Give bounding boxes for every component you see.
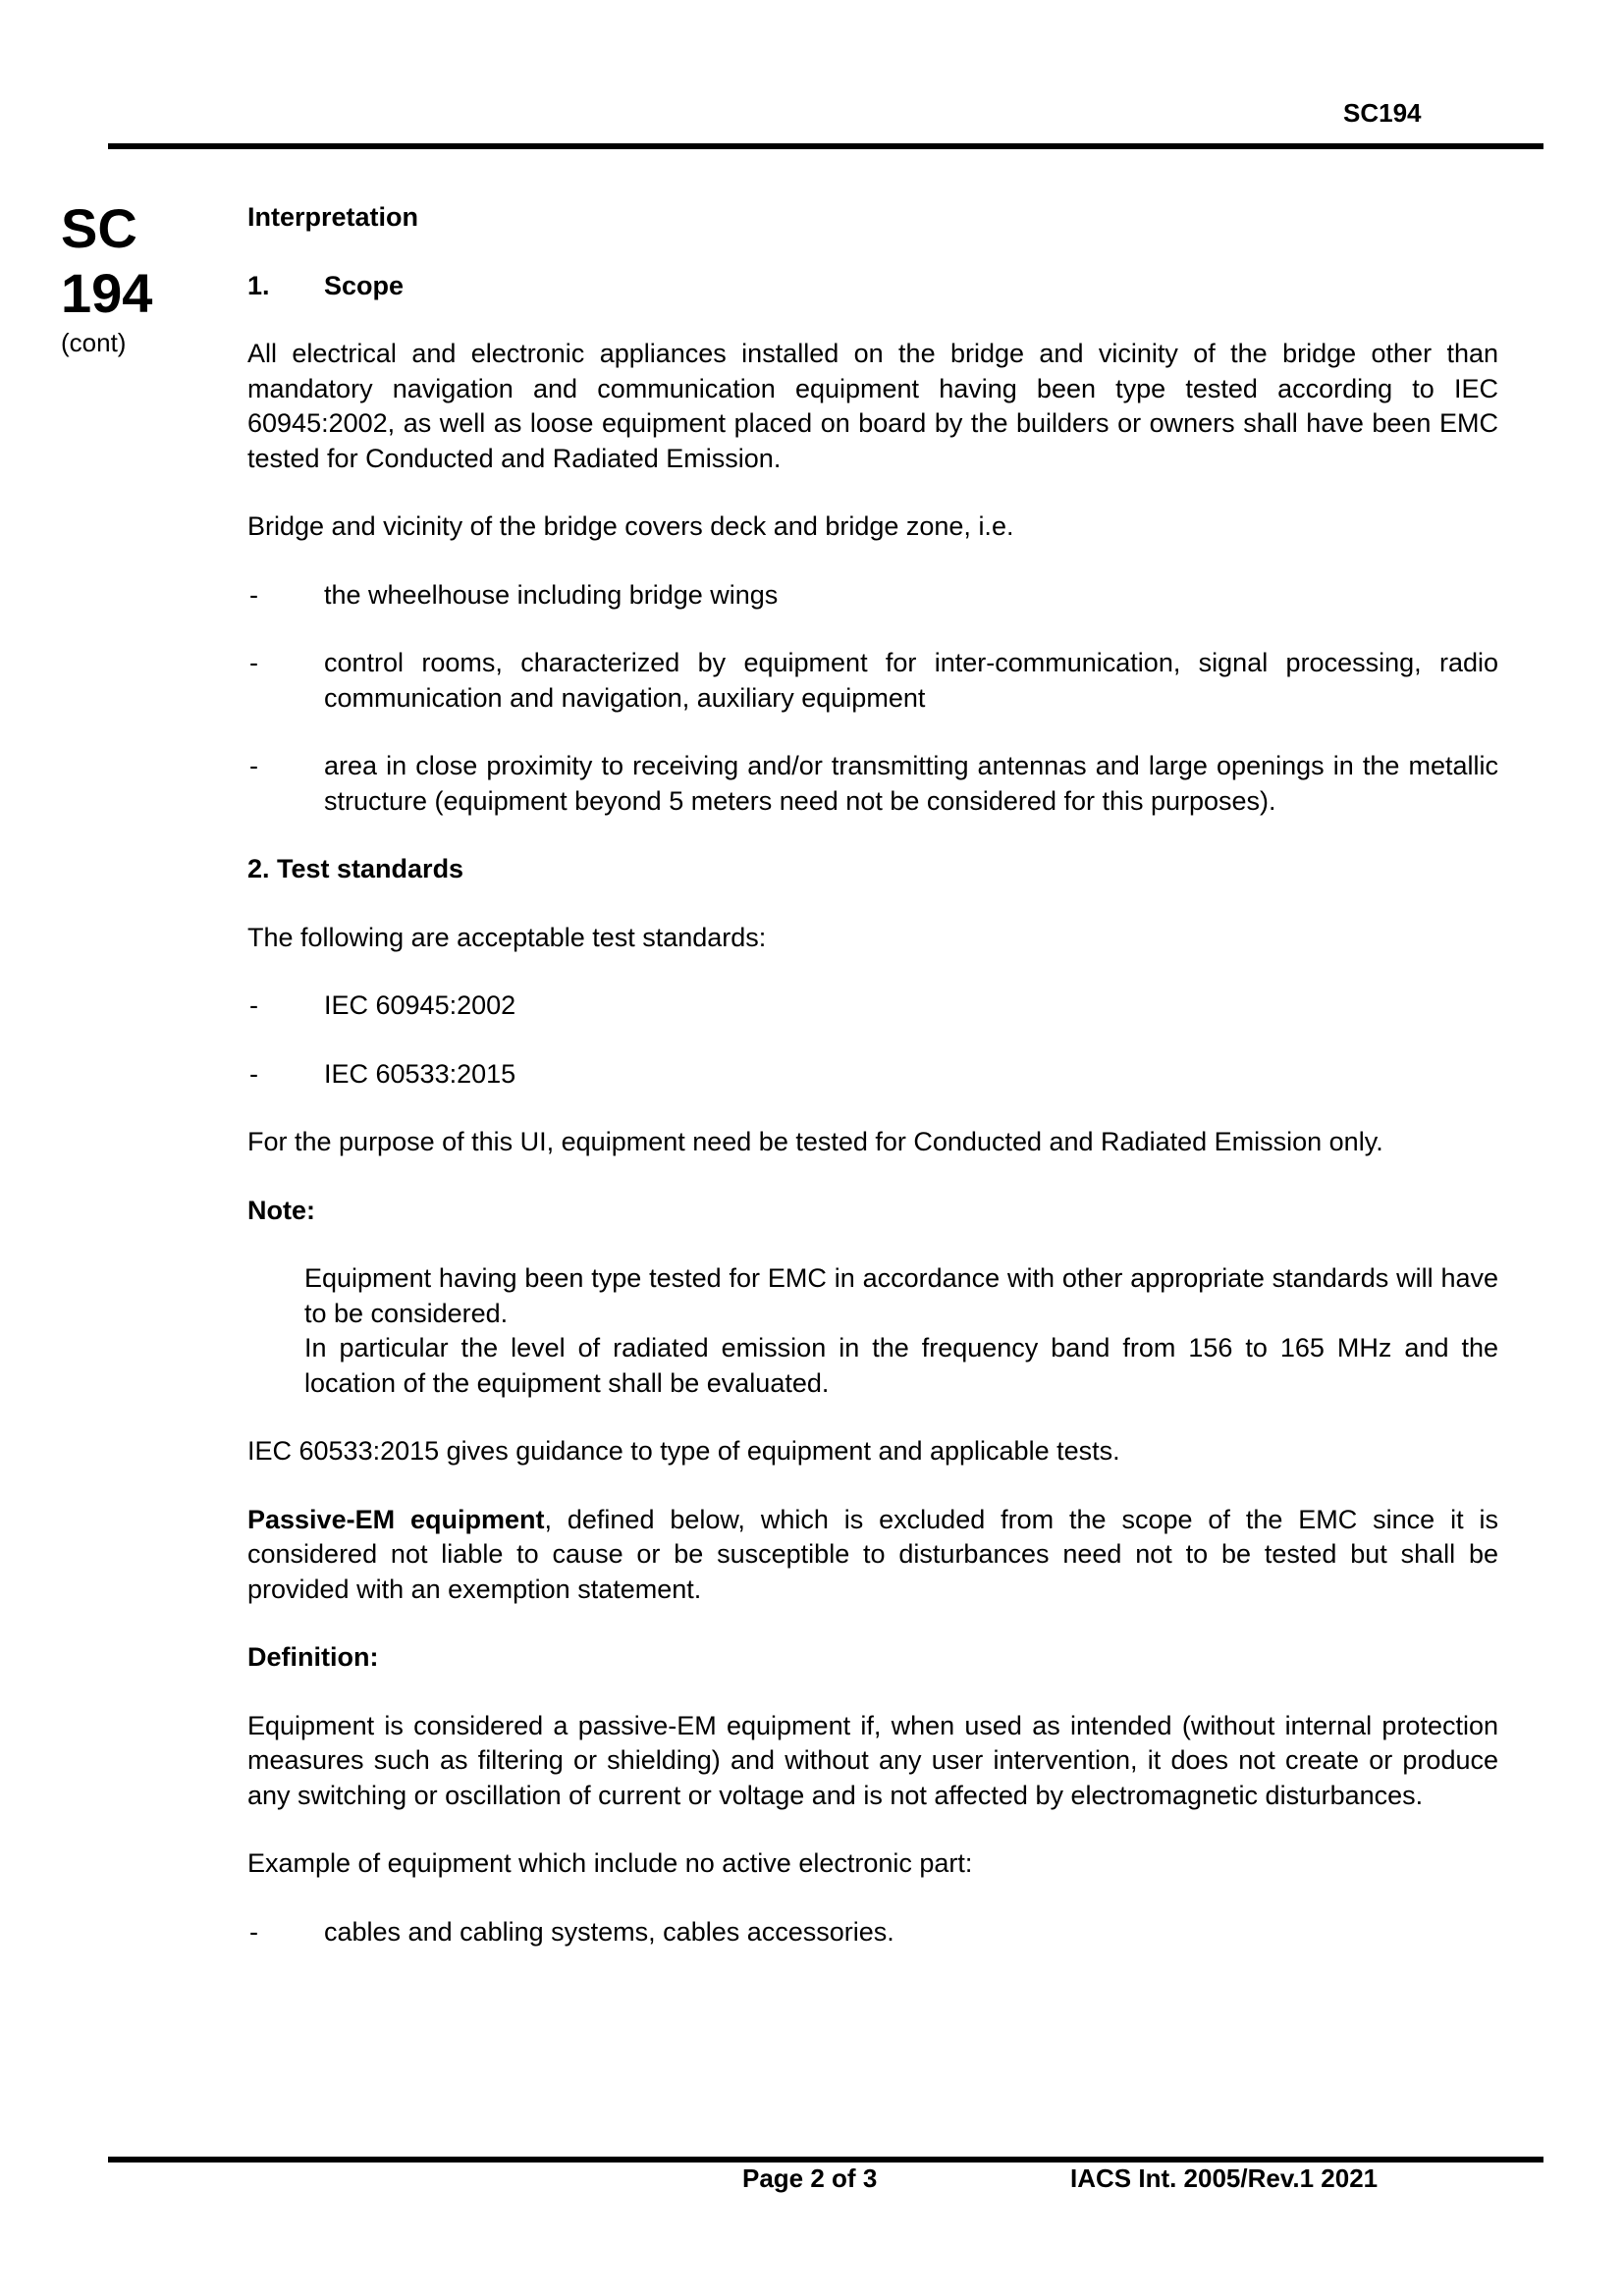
- standards-intro: The following are acceptable test standards:: [247, 922, 767, 952]
- list-item-text: cables and cabling systems, cables accessories.: [324, 1916, 894, 1947]
- header-code: SC194: [1343, 98, 1422, 128]
- dash-marker: -: [249, 990, 258, 1020]
- side-code-cont: (cont): [61, 328, 127, 357]
- list-item: [247, 1057, 1498, 1093]
- list-item: [247, 749, 1498, 819]
- footer-rule: [108, 2157, 1543, 2163]
- side-code-line2: 194: [61, 262, 153, 324]
- header-rule: [108, 143, 1543, 149]
- list-item-text: the wheelhouse including bridge wings: [324, 579, 779, 610]
- bridge-paragraph: Bridge and vicinity of the bridge covers deck and bridge zone, i.e.: [247, 511, 1014, 541]
- list-item: [247, 646, 1498, 716]
- dash-marker: -: [249, 1916, 258, 1947]
- list-item-text: control rooms, characterized by equipment for inter-communication, signal processing, radio communication and navigation, auxiliary equipment: [324, 648, 1498, 713]
- list-item-text: IEC 60533:2015: [324, 1058, 516, 1089]
- passive-em-text: , defined below, which is excluded from the scope of the EMC since it is considered not liable to cause or be susceptible to disturbances need not to be tested but shall be provided with an exemption statement.: [247, 1504, 1498, 1604]
- document-body: [247, 200, 1498, 1983]
- side-code-block: [61, 196, 179, 357]
- note-line-2: In particular the level of radiated emission in the frequency band from 156 to 165 MHz and the location of the equipment shall be evaluated.: [304, 1333, 1498, 1398]
- note-body: [247, 1261, 1498, 1401]
- definition-paragraph: Equipment is considered a passive-EM equipment if, when used as intended (without internal protection measures such as filtering or shielding) and without any user intervention, it does not create or produce any switching or oscillation of current or voltage and is not affected by electromagnetic disturbances.: [247, 1710, 1498, 1810]
- section-1-title: Scope: [324, 270, 405, 300]
- side-code-line1: SC: [61, 197, 137, 259]
- dash-marker: -: [249, 751, 258, 780]
- scope-paragraph: All electrical and electronic appliances installed on the bridge and vicinity of the bridge other than mandatory navigation and communication equipment having been type tested according to IEC 60945:2002, as well as loose equipment placed on board by the builders or owners shall have been EMC tested for Conducted and Radiated Emission.: [247, 339, 1498, 473]
- guidance-paragraph: IEC 60533:2015 gives guidance to type of equipment and applicable tests.: [247, 1436, 1120, 1466]
- dash-marker: -: [249, 579, 258, 610]
- dash-marker: -: [249, 648, 258, 677]
- purpose-paragraph: For the purpose of this UI, equipment need be tested for Conducted and Radiated Emission only.: [247, 1127, 1383, 1156]
- dash-marker: -: [249, 1058, 258, 1089]
- section-1-number: 1.: [247, 270, 270, 300]
- passive-em-paragraph: [247, 1503, 1498, 1608]
- example-paragraph: Example of equipment which include no active electronic part:: [247, 1848, 973, 1878]
- list-item-text: area in close proximity to receiving and/or transmitting antennas and large openings in the metallic structure (equipment beyond 5 meters need not be considered for this purposes).: [324, 751, 1498, 816]
- note-line-1: Equipment having been type tested for EMC in accordance with other appropriate standards will have to be considered.: [304, 1263, 1498, 1328]
- list-item: [247, 988, 1498, 1024]
- definition-heading: Definition:: [247, 1642, 379, 1672]
- passive-em-term: Passive-EM equipment: [247, 1504, 545, 1534]
- document-reference: IACS Int. 2005/Rev.1 2021: [1070, 2163, 1379, 2193]
- list-item: [247, 578, 1498, 614]
- list-item: [247, 1915, 1498, 1950]
- list-item-text: IEC 60945:2002: [324, 990, 516, 1020]
- page-number: Page 2 of 3: [742, 2163, 878, 2193]
- section-1-heading: [247, 269, 1498, 304]
- section-2-heading: 2. Test standards: [247, 854, 464, 883]
- interpretation-heading: Interpretation: [247, 202, 419, 232]
- note-label: Note:: [247, 1195, 315, 1225]
